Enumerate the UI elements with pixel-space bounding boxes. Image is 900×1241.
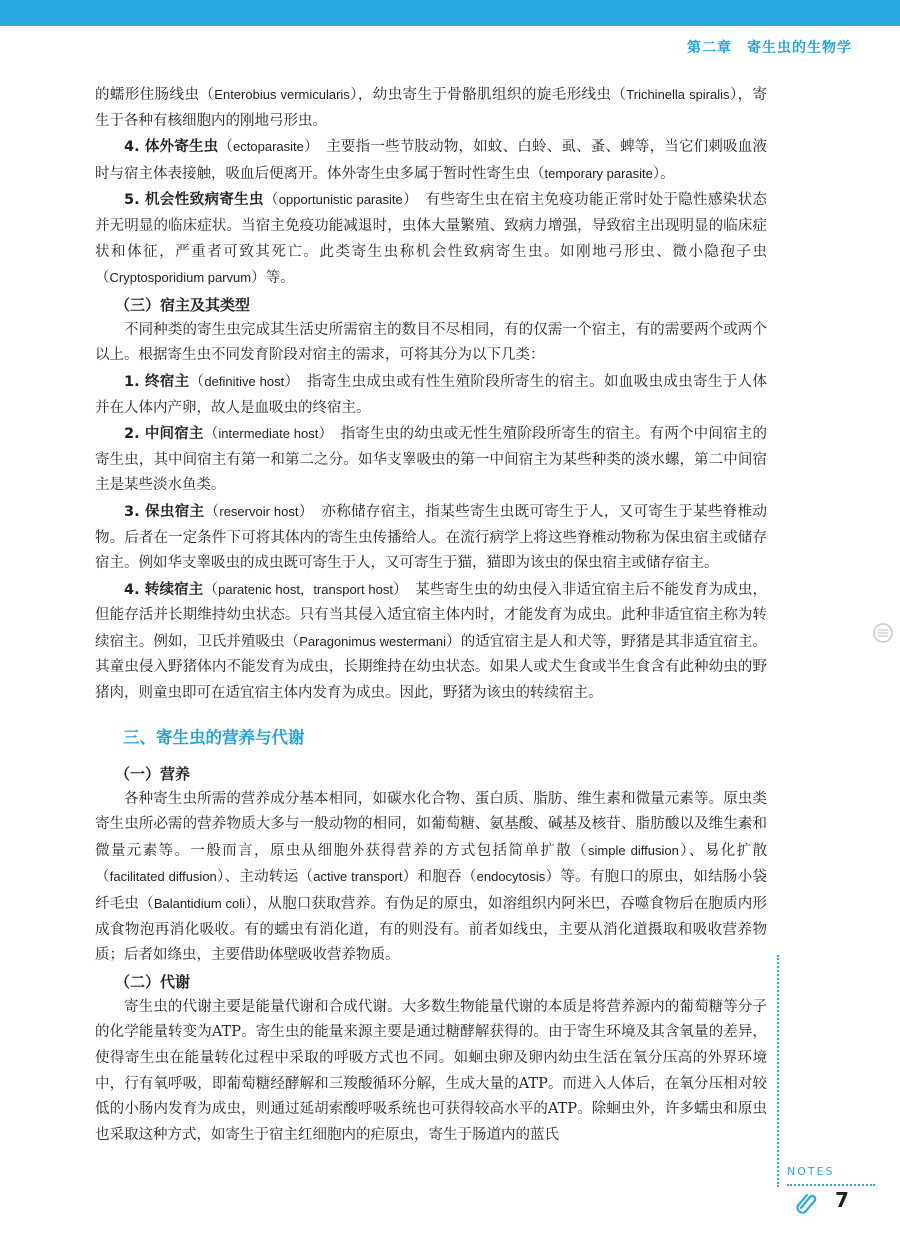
paragraph-paratenic-host xyxy=(95,577,767,707)
text-run: ）的适宜宿主是人和犬等，野猪是其非适宜宿主。其童虫侵入野猪体内不能发育为成虫，长期维持在幼虫状态。如果人或犬生食或半生食含有此种幼虫的野猪肉，则童虫即可在适宜宿主体内发育为成虫。因此，野猪为该虫的转续宿主。 xyxy=(95,633,767,702)
english-term: ectoparasite xyxy=(233,139,304,155)
text-run: （ xyxy=(203,581,219,598)
term-label: 2. 中间宿主 xyxy=(124,426,204,443)
subheading-nutrition: （一）营养 xyxy=(115,764,191,783)
subheading-host-types: （三）宿主及其类型 xyxy=(115,295,251,314)
text-run: （ xyxy=(218,139,234,156)
text-run: ） 亦称储存宿主，指某些寄生虫既可寄生于人，又可寄生于某些脊椎动物。后者在一定条件下可将其体内的寄生虫传播给人。在流行病学上将这些脊椎动物称为保虫宿主或储存宿主。例如华支睾吸虫的成虫既可寄生于人，又可寄生于猫，猫即为该虫的保虫宿主或储存宿主。 xyxy=(95,503,768,572)
paragraph-ectoparasite xyxy=(95,134,767,187)
text-run: ） 主要指一些节肢动物，如蚊、白蛉、虱、蚤、蜱等，当它们刺吸血液时与宿主体表接触，吸血后便离开。体外寄生虫多属于暂时性寄生虫（ xyxy=(95,139,767,182)
english-term: Paragonimus westermani xyxy=(299,633,447,649)
paragraph-intermediate-host xyxy=(95,421,767,499)
english-term: Trichinella spiralis xyxy=(626,87,730,102)
text-run: ）。 xyxy=(652,165,675,182)
paperclip-icon xyxy=(793,1190,819,1216)
side-margin-icon xyxy=(872,622,894,644)
notes-horizontal-divider xyxy=(787,1184,875,1186)
text-run: ） 有些寄生虫在宿主免疫功能正常时处于隐性感染状态并无明显的临床症状。当宿主免疫功能减退时，虫体大量繁殖、致病力增强，导致宿主出现明显的临床症状和体征，严重者可致其死亡。此类寄生虫称机会性致病寄生虫。如刚地弓形虫、微小隐孢子虫（ xyxy=(95,192,768,287)
text-run: 各种寄生虫所需的营养成分基本相同，如碳水化合物、蛋白质、脂肪、维生素和微量元素等。原虫类寄生虫所必需的营养物质大多与一般动物的相同，如葡萄糖、氨基酸、碱基及核苷、脂肪酸以及维生素和微量元素等。一般而言，原虫从细胞外获得营养的方式包括简单扩散（ xyxy=(95,790,767,859)
english-term: endocytosis xyxy=(476,869,546,885)
english-term: reservoir host xyxy=(219,503,299,519)
english-term: opportunistic parasite xyxy=(278,192,403,208)
text-run: ），幼虫寄生于骨骼肌组织的旋毛形线虫（ xyxy=(349,87,627,103)
top-color-bar xyxy=(0,0,900,26)
text-run: ） 指寄生虫成虫或有性生殖阶段所寄生的宿主。如血吸虫成虫寄生于人体并在人体内产卵，故人是血吸虫的终宿主。 xyxy=(95,373,767,416)
paragraph-opportunistic xyxy=(95,187,767,291)
text-run: ）等。 xyxy=(251,270,295,287)
english-term: paratenic host，transport host xyxy=(218,581,393,597)
english-term: Enterobius vermicularis xyxy=(214,87,350,102)
paragraph-definitive-host xyxy=(95,369,767,421)
text-run: ），寄生于各种有核细胞内的刚地弓形虫。 xyxy=(95,87,768,129)
text-run: ） 指寄生虫的幼虫或无性生殖阶段所寄生的宿主。有两个中间宿主的寄生虫，其中间宿主有第一和第二之分。如华支睾吸虫的第一中间宿主为某些种类的淡水螺，第二中间宿主是某些淡水鱼类。 xyxy=(95,426,768,494)
term-label: 4. 转续宿主 xyxy=(124,581,204,598)
english-term: simple diffusion xyxy=(588,842,679,858)
term-label: 5. 机会性致病寄生虫 xyxy=(124,192,264,209)
paragraph-reservoir-host xyxy=(95,499,767,577)
text-run: （ xyxy=(189,373,205,390)
paragraph-metabolism xyxy=(95,995,767,1149)
text-run: （ xyxy=(203,426,219,443)
english-term: definitive host xyxy=(204,373,285,389)
paragraph-host-intro xyxy=(95,318,767,369)
english-term: temporary parasite xyxy=(544,165,653,181)
term-label: 1. 终宿主 xyxy=(124,373,190,390)
notes-label: NOTES xyxy=(787,1165,835,1178)
english-term: active transport xyxy=(313,869,403,885)
text-run: ）和胞吞（ xyxy=(402,869,477,886)
text-run: （ xyxy=(204,503,220,520)
english-term: Cryptosporidium parvum xyxy=(109,270,252,286)
notes-vertical-divider xyxy=(777,955,779,1187)
page-number: 7 xyxy=(835,1188,849,1212)
english-term: facilitated diffusion xyxy=(109,869,217,885)
section-heading: 三、寄生虫的营养与代谢 xyxy=(123,727,305,747)
english-term: intermediate host xyxy=(218,426,319,442)
text-run: ） 某些寄生虫的幼虫侵入非适宜宿主后不能发育为成虫，但能存活并长期维持幼虫状态。只有当其侵入适宜宿主体内时，才能发育为成虫。此种非适宜宿主称为转续宿主。例如，卫氏并殖吸虫（ xyxy=(95,581,768,650)
subheading-metabolism: （二）代谢 xyxy=(115,972,191,991)
term-label: 3. 保虫宿主 xyxy=(124,503,205,520)
text-run: ）等。有胞口的原虫，如结肠小袋纤毛虫（ xyxy=(95,869,767,913)
page-body xyxy=(95,82,767,1148)
term-label: 4. 体外寄生虫 xyxy=(124,139,219,156)
text-run: ），从胞口获取营养。有伪足的原虫，如溶组织内阿米巴，吞噬食物后在胞质内形成食物泡再消化吸收。有的蠕虫有消化道，有的则没有。前者如线虫，主要从消化道摄取和吸收营养物质；后者如绦虫，主要借助体壁吸收营养物质。 xyxy=(95,896,768,964)
english-term: Balantidium coli xyxy=(153,896,246,912)
text-run: 不同种类的寄生虫完成其生活史所需宿主的数目不尽相同，有的仅需一个宿主，有的需要两个或两个以上。根据寄生虫不同发育阶段对宿主的需求，可将其分为以下几类： xyxy=(95,321,767,364)
chapter-header: 第二章 寄生虫的生物学 xyxy=(687,40,852,56)
paragraph xyxy=(95,82,767,134)
text-run: ）、易化扩散（ xyxy=(95,842,768,886)
text-run: （ xyxy=(263,192,279,209)
text-run: 的蠕形住肠线虫（ xyxy=(95,87,215,103)
text-run: ）、主动转运（ xyxy=(216,869,314,886)
text-run: 寄生虫的代谢主要是能量代谢和合成代谢。大多数生物能量代谢的本质是将营养源内的葡萄糖等分子的化学能量转变为ATP。寄生虫的能量来源主要是通过糖酵解获得的。由于寄生环境及其含氧量的差异，使得寄生虫在能量转化过程中采取的呼吸方式也不同。如蛔虫卵及卵内幼虫生活在氧分压高的外界环境中，行有氧呼吸，即葡萄糖经酵解和三羧酸循环分解，生成大量的ATP。而进入人体后，在氧分压相对较低的小肠内发育为成虫，则通过延胡索酸呼吸系统也可获得较高水平的ATP。除蛔虫外，许多蠕虫和原虫也采取这种方式，如寄生于宿主红细胞内的疟原虫，寄生于肠道内的蓝氏 xyxy=(95,998,767,1143)
paragraph-nutrition xyxy=(95,787,767,969)
